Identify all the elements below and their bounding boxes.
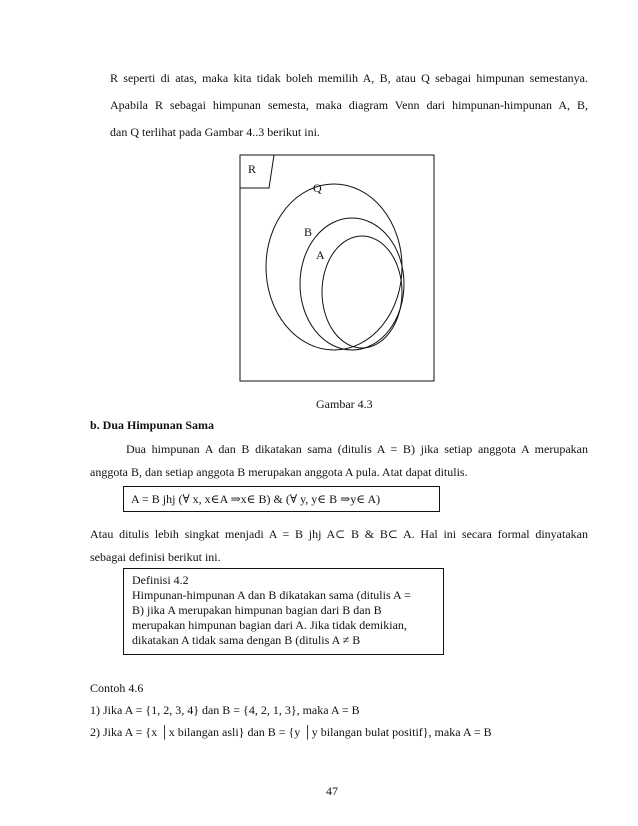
definition-title: Definisi 4.2	[132, 573, 189, 587]
label-r: R	[248, 162, 257, 176]
universal-set-label-box	[240, 155, 274, 188]
label-b: B	[304, 225, 313, 239]
figure-caption: Gambar 4.3	[316, 397, 373, 411]
intro-line-1: R seperti di atas, maka kita tidak boleh memilih A, B, atau Q sebagai himpunan semestanya.	[110, 71, 588, 85]
formula-text: A = B jhj (∀ x, x∈A ⇒x∈ B) & (∀ y, y∈ B ⇒y∈ A)	[131, 492, 381, 506]
after-formula-line-2: sebagai definisi berikut ini.	[90, 550, 221, 564]
intro-line-3: dan Q terlihat pada Gambar 4..3 berikut ini.	[110, 125, 320, 139]
intro-line-2: Apabila R sebagai himpunan semesta, maka diagram Venn dari himpunan-himpunan A, B,	[110, 98, 588, 112]
definition-box	[123, 568, 444, 655]
example-title: Contoh 4.6	[90, 681, 144, 695]
definition-line-1: Himpunan-himpunan A dan B dikatakan sama (ditulis A =	[132, 588, 411, 602]
example-item-1: 1) Jika A = {1, 2, 3, 4} dan B = {4, 2, 1, 3}, maka A = B	[90, 703, 360, 717]
section-para-line-2: anggota B, dan setiap anggota B merupakan anggota A pula. Atat dapat ditulis.	[90, 465, 468, 479]
set-q-ellipse	[266, 184, 402, 350]
after-formula-line-1: Atau ditulis lebih singkat menjadi A = B jhj A⊂ B & B⊂ A. Hal ini secara formal dinyatakan	[90, 527, 588, 541]
example-item-2: 2) Jika A = {x │x bilangan asli} dan B = {y │y bilangan bulat positif}, maka A = B	[90, 725, 492, 739]
universal-set-rect-r	[240, 155, 434, 381]
definition-line-2: B) jika A merupakan himpunan bagian dari B dan B	[132, 603, 382, 617]
page-number: 47	[326, 784, 338, 798]
definition-line-4: dikatakan A tidak sama dengan B (ditulis A ≠ B	[132, 633, 361, 647]
formula-box	[123, 486, 440, 512]
set-b-ellipse	[300, 218, 404, 350]
section-para-line-1: Dua himpunan A dan B dikatakan sama (ditulis A = B) jika setiap anggota A merupakan	[126, 442, 588, 456]
definition-line-3: merupakan himpunan bagian dari A. Jika tidak demikian,	[132, 618, 407, 632]
set-a-ellipse	[322, 236, 402, 348]
label-q: Q	[313, 181, 322, 195]
label-a: A	[316, 248, 325, 262]
section-heading: b. Dua Himpunan Sama	[90, 418, 215, 432]
